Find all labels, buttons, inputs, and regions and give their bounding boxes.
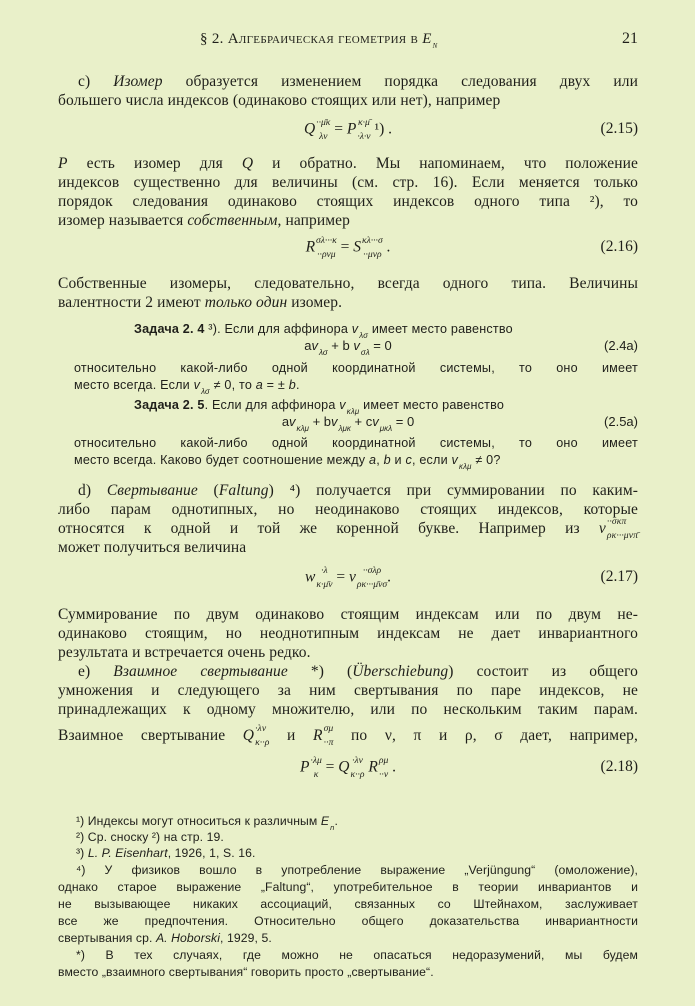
math-symbol — [452, 452, 472, 469]
subscript: λν — [319, 131, 328, 143]
math-symbol — [305, 565, 333, 591]
text-run: либо парам однотипных, но неодинаково стоящих индексов, которые — [58, 501, 638, 518]
text-run: ) ⁴) получается при суммировании по каким- — [268, 482, 638, 499]
text-run: индексов существенно для величины (см. стр. 16). Если меняется только — [58, 174, 638, 191]
symbol-base: v — [289, 414, 296, 429]
index-stack — [361, 235, 383, 261]
index-stack — [350, 755, 365, 781]
math-symbol — [321, 813, 335, 830]
superscript — [319, 336, 328, 344]
superscript: κλ···σ — [361, 235, 383, 246]
text-run: *) ( — [287, 663, 353, 680]
running-header — [200, 30, 438, 50]
text-line — [58, 293, 638, 312]
index-stack — [357, 117, 371, 143]
index-stack — [323, 723, 334, 749]
math-symbol — [303, 117, 331, 143]
text-line — [78, 72, 638, 91]
math-symbol — [305, 235, 337, 261]
text-run: ( — [197, 482, 219, 499]
symbol-base: v — [372, 414, 379, 429]
text-line — [58, 211, 638, 230]
index-stack — [378, 755, 389, 781]
superscript: ··μ̄κ — [316, 117, 331, 128]
superscript — [339, 412, 351, 420]
subscript: ··μνρ — [363, 249, 382, 261]
text-line — [58, 723, 638, 749]
text-run: одинаково стоящим, но неоднотипным индексам не дает инвариантного — [58, 625, 638, 642]
index-stack — [356, 565, 388, 591]
index-stack — [339, 414, 351, 431]
equation-number: (2.4a) — [604, 338, 638, 353]
formula — [58, 414, 638, 431]
text-run: = ± — [262, 378, 289, 392]
equation — [58, 117, 638, 146]
text-line — [58, 538, 638, 557]
text-line — [58, 681, 638, 700]
text-run: свертывания ср. — [58, 931, 156, 945]
text-run: относительно какой-либо одной координатной системы, то оно имеет — [74, 361, 638, 375]
math-symbol — [368, 755, 389, 781]
superscript: ·λν — [352, 755, 363, 766]
text-line — [58, 643, 638, 662]
text-line — [58, 624, 638, 643]
italic-text: Взаимное свертывание — [113, 663, 288, 680]
text-line — [58, 192, 638, 211]
text-run: + b — [327, 338, 354, 353]
index-stack — [255, 723, 270, 749]
equation — [58, 414, 638, 440]
text-run: принадлежащих к одному множителю, или по нескольким таким парам. — [58, 701, 638, 718]
text-line — [76, 862, 638, 878]
subscript: n — [330, 822, 335, 832]
text-run: , 1926, 1, S. 16. — [167, 846, 256, 860]
text-run: место всегда. Если — [74, 378, 194, 392]
text-run: d) — [78, 482, 107, 499]
symbol-base: v — [193, 378, 201, 392]
italic-text: только один — [204, 294, 288, 311]
subscript: n — [432, 40, 438, 51]
subscript: λμκ — [338, 423, 351, 433]
superscript — [459, 450, 472, 458]
index-stack — [330, 814, 334, 830]
text-run: a — [281, 414, 290, 429]
italic-text: a — [368, 453, 377, 467]
formula — [58, 235, 638, 261]
italic-text: A. Hoborski — [155, 931, 221, 945]
superscript: ··σκπ — [606, 516, 627, 528]
text-line — [78, 662, 638, 681]
text-run: . — [387, 568, 391, 586]
text-run: e) — [78, 663, 114, 680]
text-run: ²) Ср. сноску ²) на стр. 19. — [76, 830, 224, 844]
index-stack — [361, 338, 370, 355]
symbol-base: R — [368, 758, 378, 776]
text-run: ¹) Индексы могут относиться к различным — [76, 814, 321, 828]
math-symbol — [194, 377, 210, 394]
symbol-base: Q — [303, 120, 316, 138]
text-run: ⁴) У физиков вошло в употребление выражение „Verjüngung“ (омоложение), — [76, 863, 638, 877]
text-run: ³). Если для аффинора — [204, 322, 352, 336]
text-run: = 0 — [392, 414, 415, 429]
text-line — [76, 947, 638, 963]
subscript: ··ν — [379, 769, 389, 781]
italic-text: Faltung — [218, 482, 269, 499]
text-line — [74, 377, 638, 394]
text-run: и — [390, 453, 406, 467]
text-line — [58, 91, 638, 110]
symbol-base: v — [311, 338, 318, 353]
text-line — [58, 930, 638, 946]
italic-text: P — [58, 155, 68, 172]
equation — [58, 565, 638, 594]
subscript: κλμ — [346, 406, 360, 416]
symbol-base: v — [451, 453, 459, 467]
subscript: ··π — [323, 737, 334, 749]
index-stack — [310, 755, 322, 781]
superscript — [330, 812, 334, 820]
text-run: изомер называется — [58, 212, 188, 229]
equation — [58, 755, 638, 784]
symbol-base: v — [339, 398, 346, 412]
subscript: κ··ρ — [255, 737, 270, 749]
text-run: вместо „взаимного свертывания“ говорить просто „свертывание“. — [58, 965, 434, 979]
index-stack — [316, 235, 337, 261]
italic-text: c — [405, 453, 412, 467]
text-run: большего числа индексов (одинаково стоящих или нет), например — [58, 92, 501, 109]
equation-number: (2.17) — [600, 568, 638, 585]
superscript — [359, 319, 368, 327]
text-line — [134, 321, 638, 338]
subscript: κλμ — [459, 461, 472, 471]
superscript — [297, 412, 309, 420]
symbol-base: E — [320, 814, 330, 828]
math-symbol — [299, 755, 322, 781]
index-stack — [201, 377, 210, 396]
symbol-base: v — [351, 322, 359, 336]
equation — [58, 338, 638, 364]
symbol-base: R — [313, 727, 323, 744]
formula — [58, 755, 638, 781]
italic-text: b — [288, 378, 296, 392]
text-run: ¹) . — [370, 120, 393, 138]
symbol-base: v — [348, 568, 356, 586]
text-run: изомер. — [287, 294, 343, 311]
text-run: образуется изменением порядка следования двух или — [162, 73, 638, 90]
math-symbol — [348, 565, 388, 591]
formula — [58, 565, 638, 591]
text-line — [58, 605, 638, 624]
superscript: ρμ — [378, 755, 389, 766]
text-run: § 2. Алгебраическая геометрия в — [200, 31, 423, 48]
text-run: + c — [350, 414, 373, 429]
bold-text: Задача 2. 4 — [134, 322, 205, 336]
superscript: ··σλρ — [362, 565, 382, 576]
text-run: , — [376, 453, 384, 467]
italic-text: b — [383, 453, 391, 467]
text-line — [76, 813, 638, 832]
superscript — [201, 375, 210, 383]
subscript: ·λ·ν — [357, 131, 371, 143]
text-run: может получиться величина — [58, 539, 247, 556]
math-symbol — [313, 723, 334, 749]
text-run: , например — [277, 212, 351, 229]
superscript: σμ — [323, 723, 334, 735]
formula — [58, 117, 638, 143]
text-run: по ν, π и ρ, σ дает, например, — [333, 727, 638, 744]
text-run: относительно какой-либо одной координатной системы, то оно имеет — [74, 436, 638, 450]
subscript: λσ — [359, 330, 369, 340]
subscript: σλ — [360, 347, 370, 357]
text-run: *) В тех случаях, где можно не опасаться недоразумений, мы будем — [76, 948, 638, 962]
text-line — [58, 173, 638, 192]
text-run: ≠ 0? — [471, 453, 501, 467]
italic-text: L. P. Eisenhart — [87, 846, 168, 860]
equation-number: (2.16) — [600, 238, 638, 255]
text-run: порядок следования одинаково стоящих индексов одного типа ²), то — [58, 193, 638, 210]
equation-number: (2.18) — [600, 758, 638, 775]
text-run: умножения и следующего за ним свертывания по паре индексов, не — [58, 682, 638, 699]
text-run: . Если для аффинора — [204, 398, 340, 412]
text-run: все же предпочтения. Относительно общего доказательства инвариантности — [58, 914, 638, 928]
symbol-base: P — [346, 120, 357, 138]
superscript — [347, 395, 360, 403]
index-stack — [316, 117, 331, 143]
symbol-base: v — [331, 414, 338, 429]
text-run: валентности 2 имеют — [58, 294, 205, 311]
text-run: Суммирование по двум одинаково стоящим индексам или по двум не- — [58, 606, 638, 623]
math-symbol — [311, 338, 327, 355]
text-run: , 1929, 5. — [220, 931, 272, 945]
subscript: λσ — [201, 386, 210, 396]
math-symbol — [242, 723, 270, 749]
text-run: Взаимное свертывание — [58, 727, 243, 744]
symbol-base: E — [422, 31, 432, 48]
subscript: ρκ···μνπ̄ — [606, 530, 638, 542]
subscript: κ — [313, 769, 319, 781]
text-run: = — [332, 568, 349, 586]
subscript: κ··ρ — [350, 769, 365, 781]
symbol-base: v — [353, 338, 360, 353]
text-run: = — [336, 238, 354, 256]
text-run: относятся к одной и той же коренной букве. Например из — [58, 520, 599, 537]
superscript: ·λ — [321, 565, 328, 576]
index-stack — [459, 452, 472, 471]
math-symbol — [289, 414, 309, 431]
text-run: однако старое выражение „Faltung“, употребительное в теории инвариантов и — [58, 880, 638, 894]
symbol-base: P — [299, 758, 310, 776]
math-symbol — [372, 414, 392, 431]
text-line — [74, 452, 638, 469]
text-run: место всегда. Каково будет соотношение между — [74, 453, 369, 467]
italic-text: Свертывание — [106, 482, 198, 499]
index-stack — [297, 414, 309, 431]
index-stack — [606, 516, 638, 542]
index-stack — [433, 30, 438, 50]
subscript: μκλ — [379, 423, 393, 433]
symbol-base: w — [305, 568, 316, 586]
text-run: . — [295, 378, 300, 392]
text-line — [58, 913, 638, 929]
superscript: σλ···κ — [316, 235, 337, 246]
math-symbol — [422, 30, 437, 50]
text-line — [58, 896, 638, 912]
symbol-base: Q — [338, 758, 350, 776]
superscript: ·λν — [255, 723, 267, 735]
superscript — [380, 412, 392, 420]
text-line — [58, 700, 638, 719]
superscript — [433, 28, 438, 38]
text-run: = — [321, 758, 339, 776]
subscript: κλμ — [296, 423, 309, 433]
symbol-base: v — [598, 520, 606, 537]
superscript: ·λμ — [310, 755, 322, 766]
equation-number: (2.15) — [600, 120, 638, 137]
italic-text: Überschiebung — [352, 663, 449, 680]
text-run: имеет место равенство — [359, 398, 505, 412]
text-run: . — [334, 814, 338, 828]
text-line — [58, 516, 638, 542]
text-line — [58, 500, 638, 519]
subscript: λσ — [318, 347, 328, 357]
text-run: , если — [411, 453, 452, 467]
superscript: κ·μ̄ — [358, 117, 370, 128]
subscript: ··ρνμ — [317, 249, 336, 261]
index-stack — [316, 565, 333, 591]
math-symbol — [346, 117, 371, 143]
math-symbol — [338, 755, 365, 781]
formula — [58, 338, 638, 355]
text-run: . — [382, 238, 391, 256]
text-line — [76, 829, 638, 845]
text-run: есть изомер для — [67, 155, 242, 172]
text-run: = 0 — [369, 338, 392, 353]
text-run: ≠ 0, то — [209, 378, 256, 392]
text-run: + b — [308, 414, 331, 429]
text-run: . — [388, 758, 397, 776]
text-run: c) — [78, 73, 114, 90]
equation — [58, 235, 638, 264]
text-line — [58, 274, 638, 293]
bold-text: Задача 2. 5 — [134, 398, 205, 412]
index-stack — [319, 338, 328, 355]
text-run: и — [269, 727, 313, 744]
text-line — [76, 845, 638, 861]
symbol-base: S — [353, 238, 361, 256]
text-line — [78, 481, 638, 500]
text-run: не вызывающее никаких ассоциаций, связанных со Штейнахом, заслуживает — [58, 897, 638, 911]
text-line — [58, 154, 638, 173]
text-line — [58, 879, 638, 895]
italic-text: a — [255, 378, 263, 392]
math-symbol — [598, 516, 638, 542]
math-symbol — [353, 338, 369, 355]
equation-number: (2.5a) — [604, 414, 638, 429]
text-run: ) состоит из общего — [448, 663, 638, 680]
italic-text: Изомер — [113, 73, 163, 90]
text-run: Собственные изомеры, следовательно, всегда одного типа. Величины — [58, 275, 638, 292]
italic-text: Q — [241, 155, 254, 172]
symbol-base: R — [305, 238, 316, 256]
italic-text: собственным — [187, 212, 278, 229]
index-stack — [380, 414, 392, 431]
text-run: имеет место равенство — [368, 322, 513, 336]
math-symbol — [353, 235, 383, 261]
math-symbol — [331, 414, 351, 431]
symbol-base: Q — [242, 727, 255, 744]
page-number: 21 — [622, 30, 638, 47]
subscript: κ·μ̄ν — [316, 579, 333, 591]
text-run: a — [304, 338, 312, 353]
text-line — [58, 964, 638, 980]
subscript: ρκ···μ̄νσ — [356, 579, 388, 591]
superscript — [361, 336, 370, 344]
text-run: ³) — [76, 846, 88, 860]
text-run: и обратно. Мы напоминаем, что положение — [253, 155, 638, 172]
text-run: результата и встречается очень редко. — [58, 644, 311, 661]
text-run: = — [330, 120, 347, 138]
